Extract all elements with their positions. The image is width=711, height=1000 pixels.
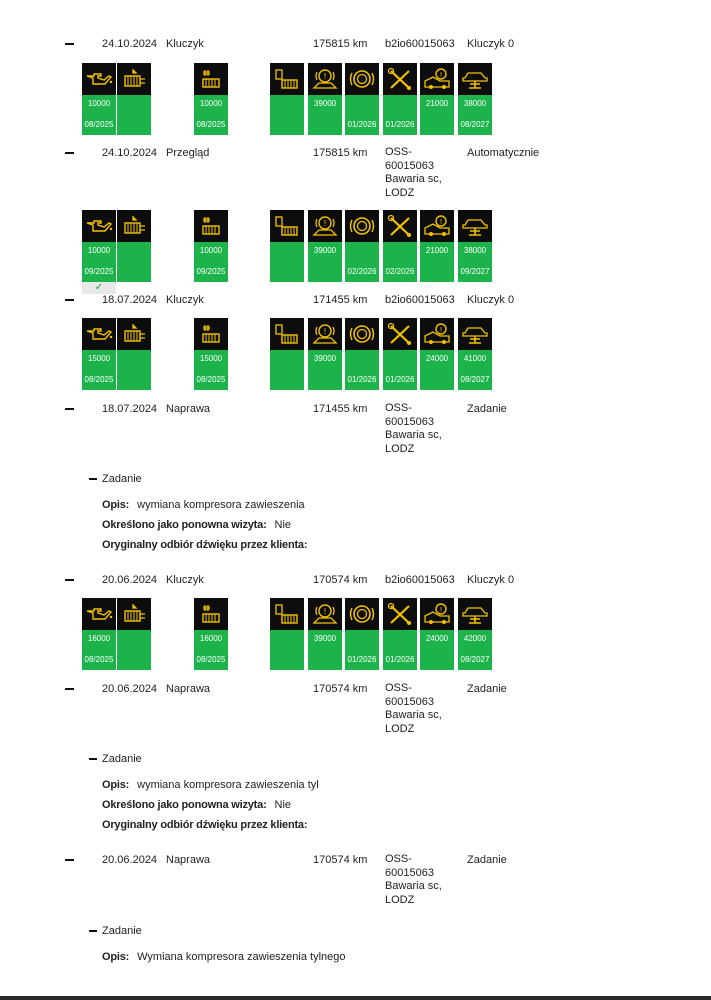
task-header — [0, 751, 711, 767]
car-lift-icon — [458, 318, 492, 350]
task-revisit — [102, 797, 702, 813]
tile-distance: 21000 — [425, 99, 449, 108]
service-tile-service — [383, 63, 417, 135]
service-tile-fuel — [270, 318, 304, 390]
rear-brake-icon — [420, 210, 454, 242]
tile-values — [270, 242, 304, 282]
task-revisit-label: Określono jako ponowna wizyta: — [102, 519, 267, 531]
service-tile-brake-fluid — [345, 598, 379, 670]
task-collapse-toggle[interactable] — [89, 478, 97, 480]
service-tile-inspection — [458, 210, 492, 282]
tile-values — [117, 350, 151, 390]
service-tile-brake-fluid — [345, 210, 379, 282]
task-customer-complaint — [102, 817, 702, 833]
fuel-filter-icon — [270, 210, 304, 242]
service-tile-oil — [82, 598, 116, 670]
service-tools-icon — [383, 318, 417, 350]
service-tile-front-brake — [308, 598, 342, 670]
entry-extra: Automatycznie — [467, 147, 540, 159]
task-title: Zadanie — [102, 473, 142, 485]
oil-can-icon — [82, 210, 116, 242]
history-row — [0, 572, 711, 588]
tile-due-date: 08/2027 — [460, 655, 490, 664]
tile-distance: 10000 — [199, 99, 223, 108]
bottom-bar — [0, 996, 711, 1000]
tile-values — [458, 630, 492, 670]
task-title: Zadanie — [102, 925, 142, 937]
tile-due-date: 08/2027 — [460, 120, 490, 129]
tile-due-date: 02/2026 — [385, 267, 415, 276]
service-tile-filter — [117, 318, 151, 390]
collapse-toggle[interactable] — [65, 579, 74, 581]
task-customer-complaint — [102, 537, 702, 553]
entry-extra: Kluczyk 0 — [467, 38, 515, 50]
tile-distance: 16000 — [199, 634, 223, 643]
tile-values — [458, 242, 492, 282]
tile-due-date: 01/2026 — [347, 655, 377, 664]
rear-brake-icon — [420, 318, 454, 350]
service-tile-rear-brake — [420, 598, 454, 670]
entry-date: 18.07.2024 — [102, 294, 158, 306]
service-tiles — [0, 63, 711, 143]
service-tile-fuel — [270, 63, 304, 135]
front-brake-icon — [308, 598, 342, 630]
tile-due-date: 08/2025 — [196, 120, 226, 129]
entry-mileage: 175815 km — [313, 147, 368, 159]
microfilter-icon — [194, 318, 228, 350]
car-lift-icon — [458, 210, 492, 242]
tile-due-date: 08/2025 — [196, 375, 226, 384]
entry-extra: Zadanie — [467, 403, 507, 415]
tile-values — [82, 630, 116, 670]
brake-fluid-icon — [345, 210, 379, 242]
task-description — [102, 777, 702, 793]
task-title: Zadanie — [102, 753, 142, 765]
entry-type: Naprawa — [166, 403, 211, 415]
task-description-label: Opis: — [102, 499, 130, 511]
service-tile-microfilter — [194, 598, 228, 670]
tile-values — [194, 350, 228, 390]
tile-distance: 38000 — [463, 246, 487, 255]
history-row — [0, 145, 711, 199]
service-tile-brake-fluid — [345, 318, 379, 390]
microfilter-icon — [194, 598, 228, 630]
service-tile-service — [383, 598, 417, 670]
service-tile-front-brake — [308, 63, 342, 135]
tile-values — [345, 95, 379, 135]
entry-date: 20.06.2024 — [102, 574, 158, 586]
entry-date: 24.10.2024 — [102, 147, 158, 159]
tile-values — [458, 350, 492, 390]
entry-extra: Zadanie — [467, 683, 507, 695]
tile-values — [194, 630, 228, 670]
entry-mileage: 170574 km — [313, 683, 368, 695]
task-description-label: Opis: — [102, 779, 130, 791]
entry-type: Kluczyk — [166, 294, 204, 306]
tile-distance: 16000 — [87, 634, 111, 643]
history-row — [0, 401, 711, 455]
task-description — [102, 949, 702, 965]
service-tiles — [0, 210, 711, 293]
entry-source: OSS- 60015063 Bawaria sc, LODZ — [385, 146, 442, 199]
rear-brake-icon — [420, 598, 454, 630]
service-tiles — [0, 598, 711, 678]
tile-values — [82, 95, 116, 135]
tile-due-date: 08/2025 — [84, 375, 114, 384]
history-row — [0, 681, 711, 735]
tile-distance: 10000 — [87, 99, 111, 108]
collapse-toggle[interactable] — [65, 43, 74, 45]
service-tile-oil — [82, 210, 116, 293]
check-icon: ✓ — [82, 282, 116, 294]
tile-values — [383, 242, 417, 282]
oil-can-icon — [82, 63, 116, 95]
filter-icon — [117, 210, 151, 242]
entry-mileage: 171455 km — [313, 403, 368, 415]
entry-type: Przegląd — [166, 147, 210, 159]
service-tile-service — [383, 210, 417, 282]
brake-fluid-icon — [345, 598, 379, 630]
service-tile-rear-brake — [420, 210, 454, 282]
collapse-toggle[interactable] — [65, 408, 74, 410]
service-tools-icon — [383, 63, 417, 95]
tile-values — [270, 350, 304, 390]
tile-values — [308, 630, 342, 670]
tile-distance: 38000 — [463, 99, 487, 108]
tile-due-date: 08/2025 — [84, 120, 114, 129]
service-tile-oil — [82, 318, 116, 390]
car-lift-icon — [458, 598, 492, 630]
service-tools-icon — [383, 598, 417, 630]
tile-values — [194, 242, 228, 282]
task-description-value: wymiana kompresora zawieszenia tyl — [137, 779, 319, 791]
task-header — [0, 471, 711, 487]
task-revisit — [102, 517, 702, 533]
collapse-toggle[interactable] — [65, 299, 74, 301]
task-customer-complaint-label: Oryginalny odbiór dźwięku przez klienta: — [102, 819, 308, 831]
tile-distance: 10000 — [87, 246, 111, 255]
tile-distance: 10000 — [199, 246, 223, 255]
service-tile-filter — [117, 63, 151, 135]
brake-fluid-icon — [345, 63, 379, 95]
task-description-label: Opis: — [102, 951, 130, 963]
tile-due-date: 09/2025 — [84, 267, 114, 276]
service-tile-front-brake — [308, 318, 342, 390]
task-revisit-label: Określono jako ponowna wizyta: — [102, 799, 267, 811]
service-tools-icon — [383, 210, 417, 242]
tile-values — [117, 242, 151, 282]
tile-values — [383, 95, 417, 135]
entry-type: Kluczyk — [166, 38, 204, 50]
entry-source: b2io60015063 — [385, 38, 455, 50]
front-brake-icon — [308, 210, 342, 242]
oil-can-icon — [82, 598, 116, 630]
tile-due-date: 01/2026 — [385, 375, 415, 384]
entry-date: 20.06.2024 — [102, 683, 158, 695]
service-tile-filter — [117, 210, 151, 282]
tile-due-date: 01/2026 — [347, 120, 377, 129]
fuel-filter-icon — [270, 63, 304, 95]
tile-values — [82, 350, 116, 390]
service-tile-rear-brake — [420, 63, 454, 135]
entry-source: OSS- 60015063 Bawaria sc, LODZ — [385, 853, 442, 906]
service-tile-fuel — [270, 210, 304, 282]
tile-distance: 24000 — [425, 354, 449, 363]
entry-date: 18.07.2024 — [102, 403, 158, 415]
tile-due-date: 08/2027 — [460, 375, 490, 384]
tile-due-date: 01/2026 — [347, 375, 377, 384]
tile-values — [420, 95, 454, 135]
entry-type: Naprawa — [166, 854, 211, 866]
service-tile-microfilter — [194, 318, 228, 390]
microfilter-icon — [194, 63, 228, 95]
tile-values — [270, 95, 304, 135]
task-header — [0, 923, 711, 939]
filter-icon — [117, 598, 151, 630]
service-tile-microfilter — [194, 210, 228, 282]
task-description-value: Wymiana kompresora zawieszenia tylnego — [137, 951, 346, 963]
task-collapse-toggle[interactable] — [89, 930, 97, 932]
tile-due-date: 09/2025 — [196, 267, 226, 276]
tile-values — [383, 630, 417, 670]
history-row — [0, 36, 711, 52]
tile-values — [420, 350, 454, 390]
rear-brake-icon — [420, 63, 454, 95]
task-description-value: wymiana kompresora zawieszenia — [137, 499, 305, 511]
front-brake-icon — [308, 318, 342, 350]
tile-values — [270, 630, 304, 670]
task-collapse-toggle[interactable] — [89, 758, 97, 760]
service-tile-brake-fluid — [345, 63, 379, 135]
tile-values — [420, 242, 454, 282]
oil-can-icon — [82, 318, 116, 350]
entry-extra: Kluczyk 0 — [467, 574, 515, 586]
service-tile-microfilter — [194, 63, 228, 135]
service-tile-inspection — [458, 598, 492, 670]
tile-due-date: 08/2025 — [84, 655, 114, 664]
brake-fluid-icon — [345, 318, 379, 350]
fuel-filter-icon — [270, 598, 304, 630]
tile-distance: 42000 — [463, 634, 487, 643]
collapse-toggle[interactable] — [65, 859, 74, 861]
service-tile-front-brake — [308, 210, 342, 282]
microfilter-icon — [194, 210, 228, 242]
tile-due-date: 02/2026 — [347, 267, 377, 276]
service-tile-oil — [82, 63, 116, 135]
entry-source: OSS- 60015063 Bawaria sc, LODZ — [385, 402, 442, 455]
tile-values — [194, 95, 228, 135]
task-customer-complaint-label: Oryginalny odbiór dźwięku przez klienta: — [102, 539, 308, 551]
tile-due-date: 09/2027 — [460, 267, 490, 276]
entry-type: Naprawa — [166, 683, 211, 695]
entry-source: b2io60015063 — [385, 294, 455, 306]
service-tile-filter — [117, 598, 151, 670]
collapse-toggle[interactable] — [65, 152, 74, 154]
entry-date: 24.10.2024 — [102, 38, 158, 50]
service-tile-inspection — [458, 318, 492, 390]
tile-due-date: 01/2026 — [385, 120, 415, 129]
collapse-toggle[interactable] — [65, 688, 74, 690]
tile-values — [308, 95, 342, 135]
tile-values — [458, 95, 492, 135]
tile-values — [345, 242, 379, 282]
tile-values — [82, 242, 116, 282]
tile-due-date: 08/2025 — [196, 655, 226, 664]
tile-values — [383, 350, 417, 390]
tile-values — [117, 630, 151, 670]
history-row — [0, 852, 711, 906]
entry-extra: Zadanie — [467, 854, 507, 866]
entry-mileage: 175815 km — [313, 38, 368, 50]
tile-values — [345, 630, 379, 670]
tile-distance: 41000 — [463, 354, 487, 363]
tile-values — [420, 630, 454, 670]
entry-mileage: 170574 km — [313, 574, 368, 586]
tile-values — [345, 350, 379, 390]
filter-icon — [117, 318, 151, 350]
tile-distance: 15000 — [87, 354, 111, 363]
task-revisit-value: Nie — [274, 519, 292, 531]
tile-values — [308, 350, 342, 390]
service-tile-rear-brake — [420, 318, 454, 390]
service-tile-inspection — [458, 63, 492, 135]
task-description — [102, 497, 702, 513]
task-revisit-value: Nie — [274, 799, 292, 811]
service-tile-fuel — [270, 598, 304, 670]
entry-date: 20.06.2024 — [102, 854, 158, 866]
history-row — [0, 292, 711, 308]
entry-type: Kluczyk — [166, 574, 204, 586]
tile-distance: 39000 — [313, 354, 337, 363]
service-tile-service — [383, 318, 417, 390]
tile-values — [308, 242, 342, 282]
front-brake-icon — [308, 63, 342, 95]
entry-extra: Kluczyk 0 — [467, 294, 515, 306]
tile-distance: 39000 — [313, 99, 337, 108]
entry-source: OSS- 60015063 Bawaria sc, LODZ — [385, 682, 442, 735]
tile-distance: 24000 — [425, 634, 449, 643]
entry-mileage: 170574 km — [313, 854, 368, 866]
tile-due-date: 01/2026 — [385, 655, 415, 664]
tile-distance: 21000 — [425, 246, 449, 255]
tile-distance: 15000 — [199, 354, 223, 363]
tile-distance: 39000 — [313, 634, 337, 643]
entry-source: b2io60015063 — [385, 574, 455, 586]
fuel-filter-icon — [270, 318, 304, 350]
filter-icon — [117, 63, 151, 95]
tile-values — [117, 95, 151, 135]
tile-distance: 39000 — [313, 246, 337, 255]
car-lift-icon — [458, 63, 492, 95]
entry-mileage: 171455 km — [313, 294, 368, 306]
service-tiles — [0, 318, 711, 398]
